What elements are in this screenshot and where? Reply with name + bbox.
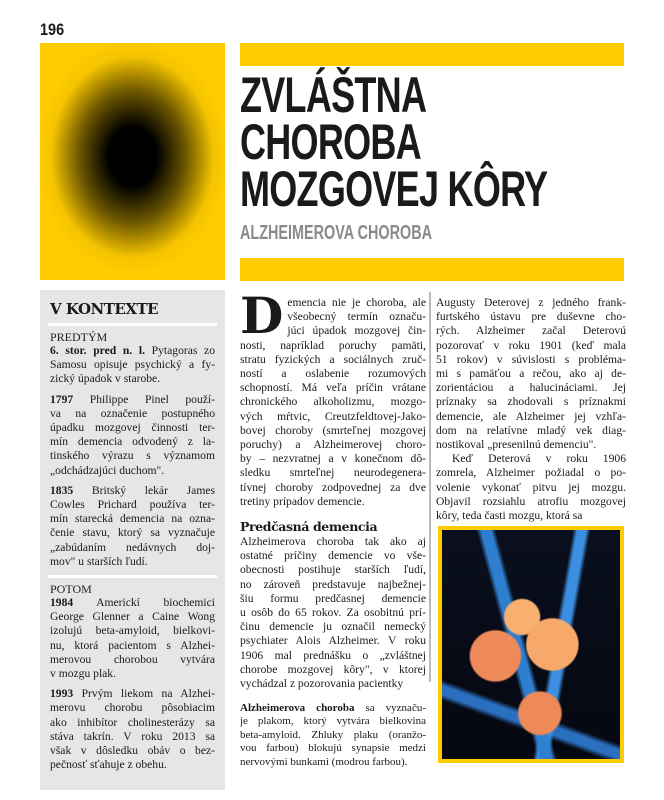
- text-line: kôry, teda časti mozgu, ktorá sa: [436, 509, 583, 523]
- timeline-entry: [50, 484, 215, 569]
- bottom-accent-bar: [240, 258, 624, 281]
- after-entries: [50, 596, 215, 772]
- top-accent-bar: [240, 43, 624, 66]
- text-line: Cowles Prichard používa ter-: [50, 498, 215, 512]
- text-line: je plakom, ktorý vytvára bielkovina: [240, 715, 426, 728]
- text-line: úpadku mozgovej činnosti ter-: [50, 421, 215, 435]
- timeline-entry: [50, 687, 215, 772]
- text-line: sledku smrteľnej neurodegenera-: [240, 466, 426, 480]
- text-line: tívnej choroby zodpovednej za dve: [240, 480, 426, 494]
- after-label: POTOM: [50, 582, 92, 597]
- text-line: chronického alkoholizmu, mozgo-: [240, 395, 426, 409]
- text-line: pečnosť sťahuje z obehu.: [50, 758, 167, 772]
- text-line: Alzheimerova choroba sa vyznaču-: [240, 702, 426, 714]
- section-paragraph: [240, 535, 426, 691]
- timeline-entry: [50, 393, 215, 478]
- text-line: čenie stavu, ktorý sa vyznačuje: [50, 526, 215, 540]
- title-line: CHOROBA: [240, 114, 421, 170]
- before-entries: [50, 344, 215, 569]
- text-line: nosti, napríklad poruchy pamäti,: [240, 338, 426, 352]
- text-line: volenie vykonať pitvu jej mozgu.: [436, 480, 626, 494]
- title-line: MOZGOVEJ KÔRY: [240, 161, 548, 217]
- section-heading: Predčasná demencia: [240, 519, 378, 535]
- text-line: stáva takrín. V roku 2013 sa: [50, 729, 215, 743]
- text-line: „odchádzajúci duchom".: [50, 463, 165, 477]
- text-line: 1906 mal prednášku o „zvláštnej: [240, 648, 426, 662]
- text-line: no zároveň predstavuje najbežnej-: [240, 577, 426, 591]
- text-line: 6. stor. pred n. l. Pytagoras zo: [50, 344, 215, 357]
- text-line: Alzheimerova choroba tak ako aj: [240, 535, 426, 549]
- image-caption: [240, 702, 426, 769]
- text-line: izolujú beta-amyloid, bielkovi-: [50, 624, 215, 638]
- text-line: Keď Deterová v roku 1906: [452, 452, 626, 466]
- text-line: Augusty Deterovej z jedného frank-: [436, 296, 626, 309]
- text-line: pozorovať v roku 1901 (keď mala: [436, 338, 626, 352]
- amyloid-plaque-illustration: [438, 526, 624, 763]
- text-line: júci úpadok mozgovej čin-: [287, 324, 426, 338]
- text-line: psychiater Alois Alzheimer. V roku: [240, 634, 426, 648]
- text-line: 1797 Philippe Pinel použí-: [50, 392, 215, 406]
- hero-graphic: [40, 43, 225, 280]
- text-line: vou farbou) blokujú synapsie medzi: [240, 742, 426, 755]
- text-line: furtského ústavu pre duševne cho-: [436, 310, 626, 324]
- text-line: tinského výrazu s významom: [50, 449, 215, 463]
- page-title: [240, 67, 548, 217]
- text-line: zorientáciou a halucináciami. Jej: [436, 381, 626, 395]
- before-label: PREDTÝM: [50, 330, 108, 344]
- text-line: emencia nie je choroba, ale: [287, 296, 426, 309]
- text-line: demencie, ale Alzheimer jej vzhľa-: [436, 409, 626, 423]
- bold-lead: 1993: [50, 687, 74, 701]
- text-line: bovej choroby (smrteľnej mozgovej: [240, 423, 426, 437]
- text-line: schopností. Má veľa príčin vrátane: [240, 381, 426, 395]
- text-line: 1984 Americkí biochemici: [50, 596, 215, 610]
- text-line: mov" u starších ľudí.: [50, 554, 148, 568]
- column-divider: [429, 292, 431, 682]
- text-line: 1835 Britský lekár James: [50, 483, 215, 497]
- text-line: tretiny prípadov demencie.: [240, 494, 365, 508]
- drop-cap: D: [240, 286, 284, 345]
- timeline-entry: [50, 596, 215, 681]
- text-line: vychádzal z pozorovania pacientky: [240, 677, 404, 691]
- sidebar-heading: V KONTEXTE: [50, 300, 159, 318]
- divider: [48, 575, 217, 578]
- text-line: nervovými bunkami (modrou farbou).: [240, 755, 408, 768]
- text-line: ostatné príčiny demencie vo vše-: [240, 549, 426, 563]
- bold-lead: 6. stor. pred n. l.: [50, 344, 145, 357]
- text-line: zomrela, Alzheimer požiadal o po-: [436, 466, 626, 480]
- text-line: mín starecká demencia na ozna-: [50, 512, 215, 526]
- paragraph: [436, 296, 626, 452]
- page-number: 196: [40, 20, 65, 39]
- text-line: George Glenner a Caine Wong: [50, 610, 215, 624]
- text-line: mi s pamäťou a rečou, ako aj de-: [436, 367, 626, 381]
- text-line: 1993 Prvým liekom na Alzhei-: [50, 687, 215, 701]
- text-line: beta-amyloid. Zhluky plaku (oranžo-: [240, 728, 426, 741]
- text-line: rých. Alzheimer začal Deterovú: [436, 324, 626, 338]
- subtitle: ALZHEIMEROVA CHOROBA: [240, 222, 433, 244]
- text-line: šiu formu predčasnej demencie: [240, 591, 426, 605]
- text-line: obecnosti postihuje starších ľudí,: [240, 563, 426, 577]
- text-line: ako inhibítor cholinesterázy sa: [50, 715, 215, 729]
- bold-lead: 1835: [50, 483, 74, 497]
- text-line: však v dôsledku obáv o bez-: [50, 744, 215, 758]
- article-column-2: [436, 296, 626, 523]
- text-line: Samosu opisuje psychický a fy-: [50, 358, 215, 372]
- text-line: dom na relatívne mladý vek diag-: [436, 423, 626, 437]
- text-line: stratu fyzických a sociálnych zruč-: [240, 352, 426, 366]
- divider: [48, 323, 217, 326]
- text-line: príznaky sa zhodovali s príznakmi: [436, 395, 626, 409]
- bold-lead: 1984: [50, 596, 74, 610]
- text-line: merovu chorobu pôsobiacim: [50, 701, 215, 715]
- text-line: Objavil rozsiahlu atrofiu mozgovej: [436, 494, 626, 508]
- text-line: merovou chorobou vytvára: [50, 652, 215, 666]
- text-line: činu demencie ju označil nemecký: [240, 620, 426, 634]
- text-line: poruchy) a Alzheimerovej choro-: [240, 438, 426, 452]
- text-line: zický úpadok v starobe.: [50, 372, 161, 386]
- text-line: u osôb do 65 rokov. Za osobitnú prí-: [240, 606, 426, 620]
- paragraph: [436, 452, 626, 523]
- text-line: by – nezvratnej a v konečnom dô-: [240, 452, 426, 466]
- context-sidebar: [40, 290, 225, 790]
- text-line: v mozgu plak.: [50, 667, 117, 681]
- text-line: všeobecný termín označu-: [287, 310, 426, 324]
- text-line: 51 rokov) v súvislosti s probléma-: [436, 352, 626, 366]
- article-column-1: [240, 286, 426, 691]
- text-line: mín demencia odvodený z la-: [50, 435, 215, 449]
- title-line: ZVLÁŠTNA: [240, 67, 427, 123]
- text-line: ností a oslabenie rozumových: [240, 367, 426, 381]
- bold-lead: Alzheimerova choroba: [240, 702, 355, 714]
- text-line: „zabúdaním nedávnych doj-: [50, 540, 215, 554]
- timeline-entry: [50, 344, 215, 387]
- text-line: nostikoval „presenilnú demenciu".: [436, 438, 597, 452]
- text-line: chorobe mozgovej kôry", v ktorej: [240, 662, 426, 676]
- bold-lead: 1797: [50, 392, 74, 406]
- text-line: vých mŕtvic, Creutzfeldtovej-Jako-: [240, 409, 426, 423]
- text-line: nu, ktorá pacientom s Alzhei-: [50, 638, 215, 652]
- text-line: va na označenie postupného: [50, 406, 215, 420]
